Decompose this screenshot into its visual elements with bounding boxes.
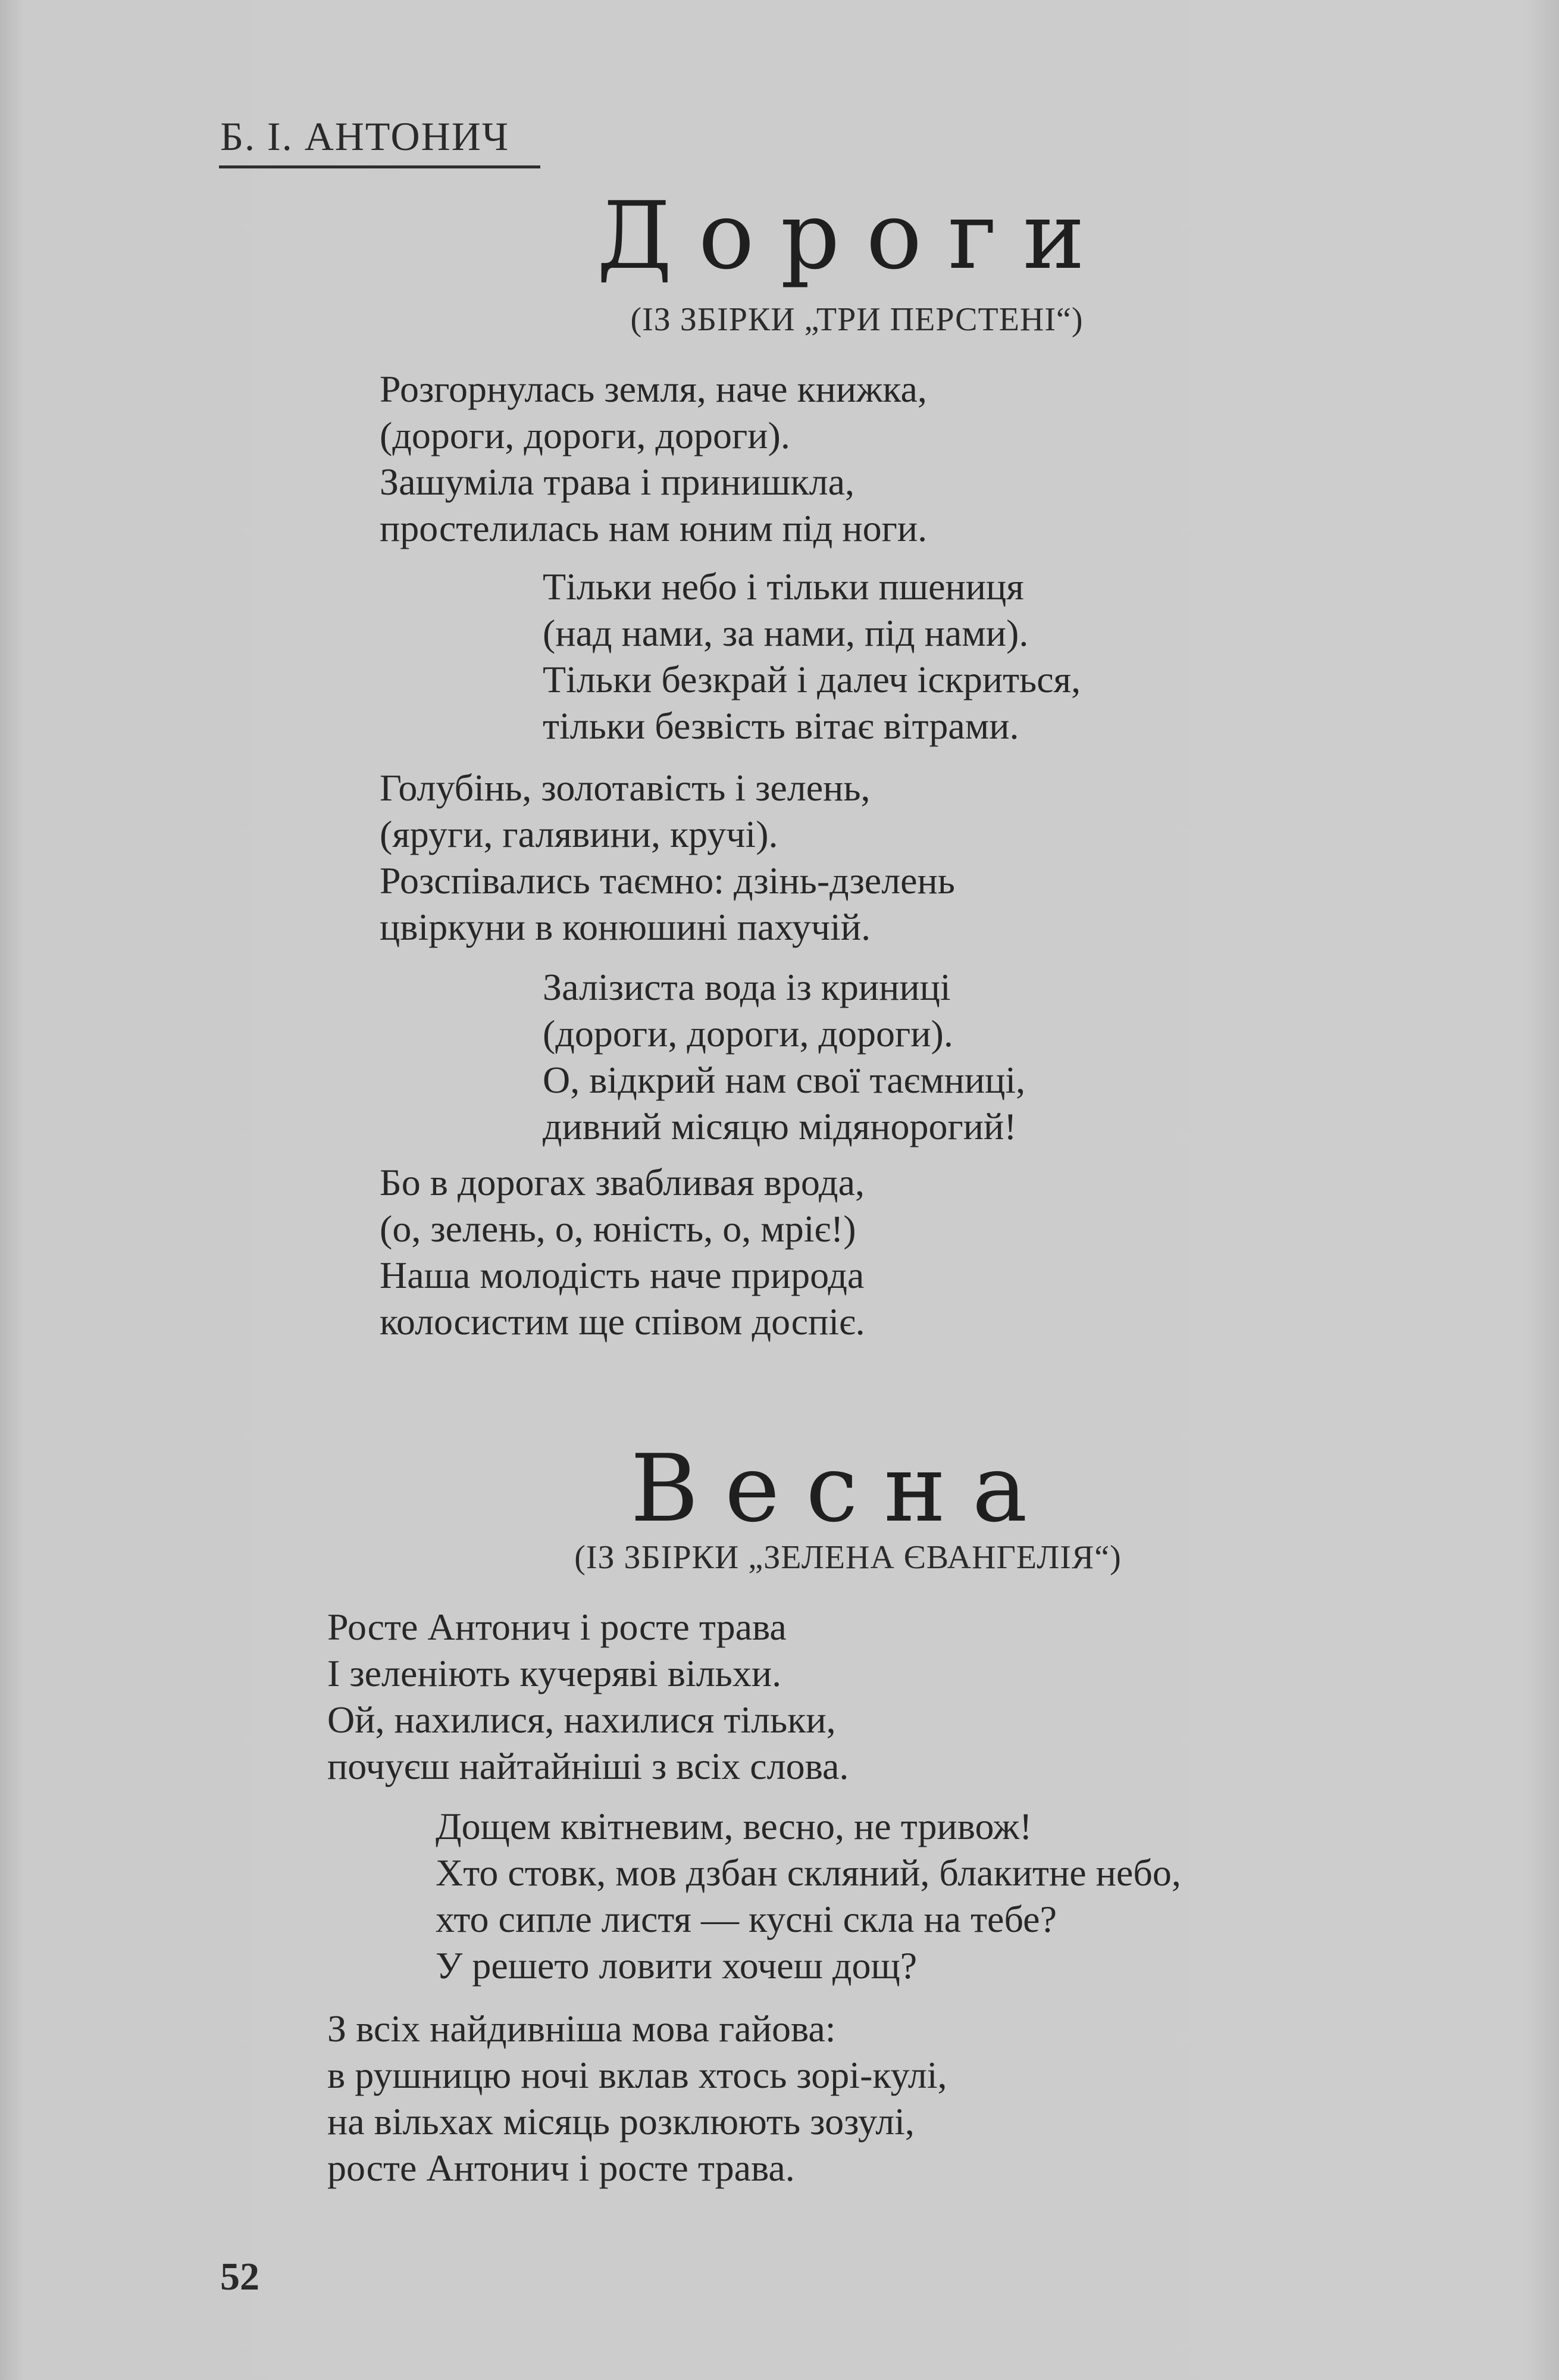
poem-line: дивний місяцю мідянорогий! — [543, 1105, 1017, 1147]
poem-title-vesna: Весна — [630, 1434, 1054, 1543]
poem-line: Дощем квітневим, весно, не тривож! — [436, 1805, 1032, 1847]
poem-line: Залізиста вода із криниці — [543, 966, 951, 1008]
poem-line: Розспівались таємно: дзінь-дзелень — [380, 859, 955, 902]
poem-line: в рушницю ночі вклав хтось зорі-кулі, — [327, 2054, 947, 2096]
poem-line: (дороги, дороги, дороги). — [380, 414, 790, 456]
poem-line: (над нами, за нами, під нами). — [543, 612, 1029, 654]
poem-line: хто сипле листя — куснi скла на тебе? — [436, 1898, 1057, 1940]
poem-line: простелилась нам юним під ноги. — [380, 507, 928, 549]
poem1-stanza-5 — [380, 1159, 865, 1345]
author-header: Б. І. АНТОНИЧ — [220, 114, 510, 159]
poem-line: О, відкрий нам свої таємниці, — [543, 1059, 1026, 1101]
poem-line: Голубінь, золотавість і зелень, — [380, 767, 871, 809]
header-underline — [219, 165, 540, 168]
poem-line: колосистим ще співом доспіє. — [380, 1300, 865, 1343]
poem-line: (дороги, дороги, дороги). — [543, 1012, 953, 1055]
poem-line: Наша молодість наче природа — [380, 1254, 865, 1296]
poem2-stanza-3 — [327, 2006, 947, 2191]
poem-line: Ой, нахилися, нахилися тільки, — [327, 1699, 836, 1741]
poem-title-dorohy: Дороги — [596, 182, 1112, 290]
poem-line: на вільхах місяць розклюють зозулі, — [327, 2100, 915, 2143]
poem-line: Росте Антонич і росте трава — [327, 1606, 787, 1648]
poem-line: почуєш найтайніші з всіх слова. — [327, 1745, 849, 1787]
poem-line: росте Антонич і росте трава. — [327, 2147, 795, 2189]
poem-line: Розгорнулась земля, наче книжка, — [380, 368, 927, 410]
poem2-stanza-2 — [436, 1803, 1181, 1989]
poem-line: І зеленіють кучеряві вільхи. — [327, 1652, 782, 1694]
poem-line: З всіх найдивніша мова гайова: — [327, 2007, 836, 2050]
poem-line: Хто стовк, мов дзбан скляний, блакитне небо, — [436, 1852, 1181, 1894]
poem1-stanza-3 — [380, 765, 955, 950]
page-number: 52 — [220, 2255, 259, 2298]
poem-subtitle-dorohy: (ІЗ ЗБІРКИ „ТРИ ПЕРСТЕНІ“) — [630, 301, 1084, 338]
poem-line: (яруги, галявини, кручі). — [380, 813, 778, 855]
poem-line: Зашуміла трава і принишкла, — [380, 461, 854, 503]
poem-line: Тільки небо і тільки пшениця — [543, 565, 1024, 608]
poem1-stanza-2 — [543, 564, 1081, 749]
poem-line: (о, зелень, о, юність, о, мріє!) — [380, 1208, 856, 1250]
poem1-stanza-1 — [380, 366, 927, 552]
poem2-stanza-1 — [327, 1604, 849, 1790]
poem-line: цвіркуни в конюшині пахучій. — [380, 906, 871, 948]
poem-line: У решето ловити хочеш дощ? — [436, 1944, 918, 1987]
poem-line: Бо в дорогах звабливая врода, — [380, 1161, 865, 1203]
poem-line: тільки безвість вітає вітрами. — [543, 705, 1019, 747]
poem-line: Тільки безкрай і далеч іскриться, — [543, 658, 1081, 700]
poem1-stanza-4 — [543, 964, 1025, 1150]
poem-subtitle-vesna: (ІЗ ЗБІРКИ „ЗЕЛЕНА ЄВАНГЕЛІЯ“) — [574, 1539, 1122, 1576]
